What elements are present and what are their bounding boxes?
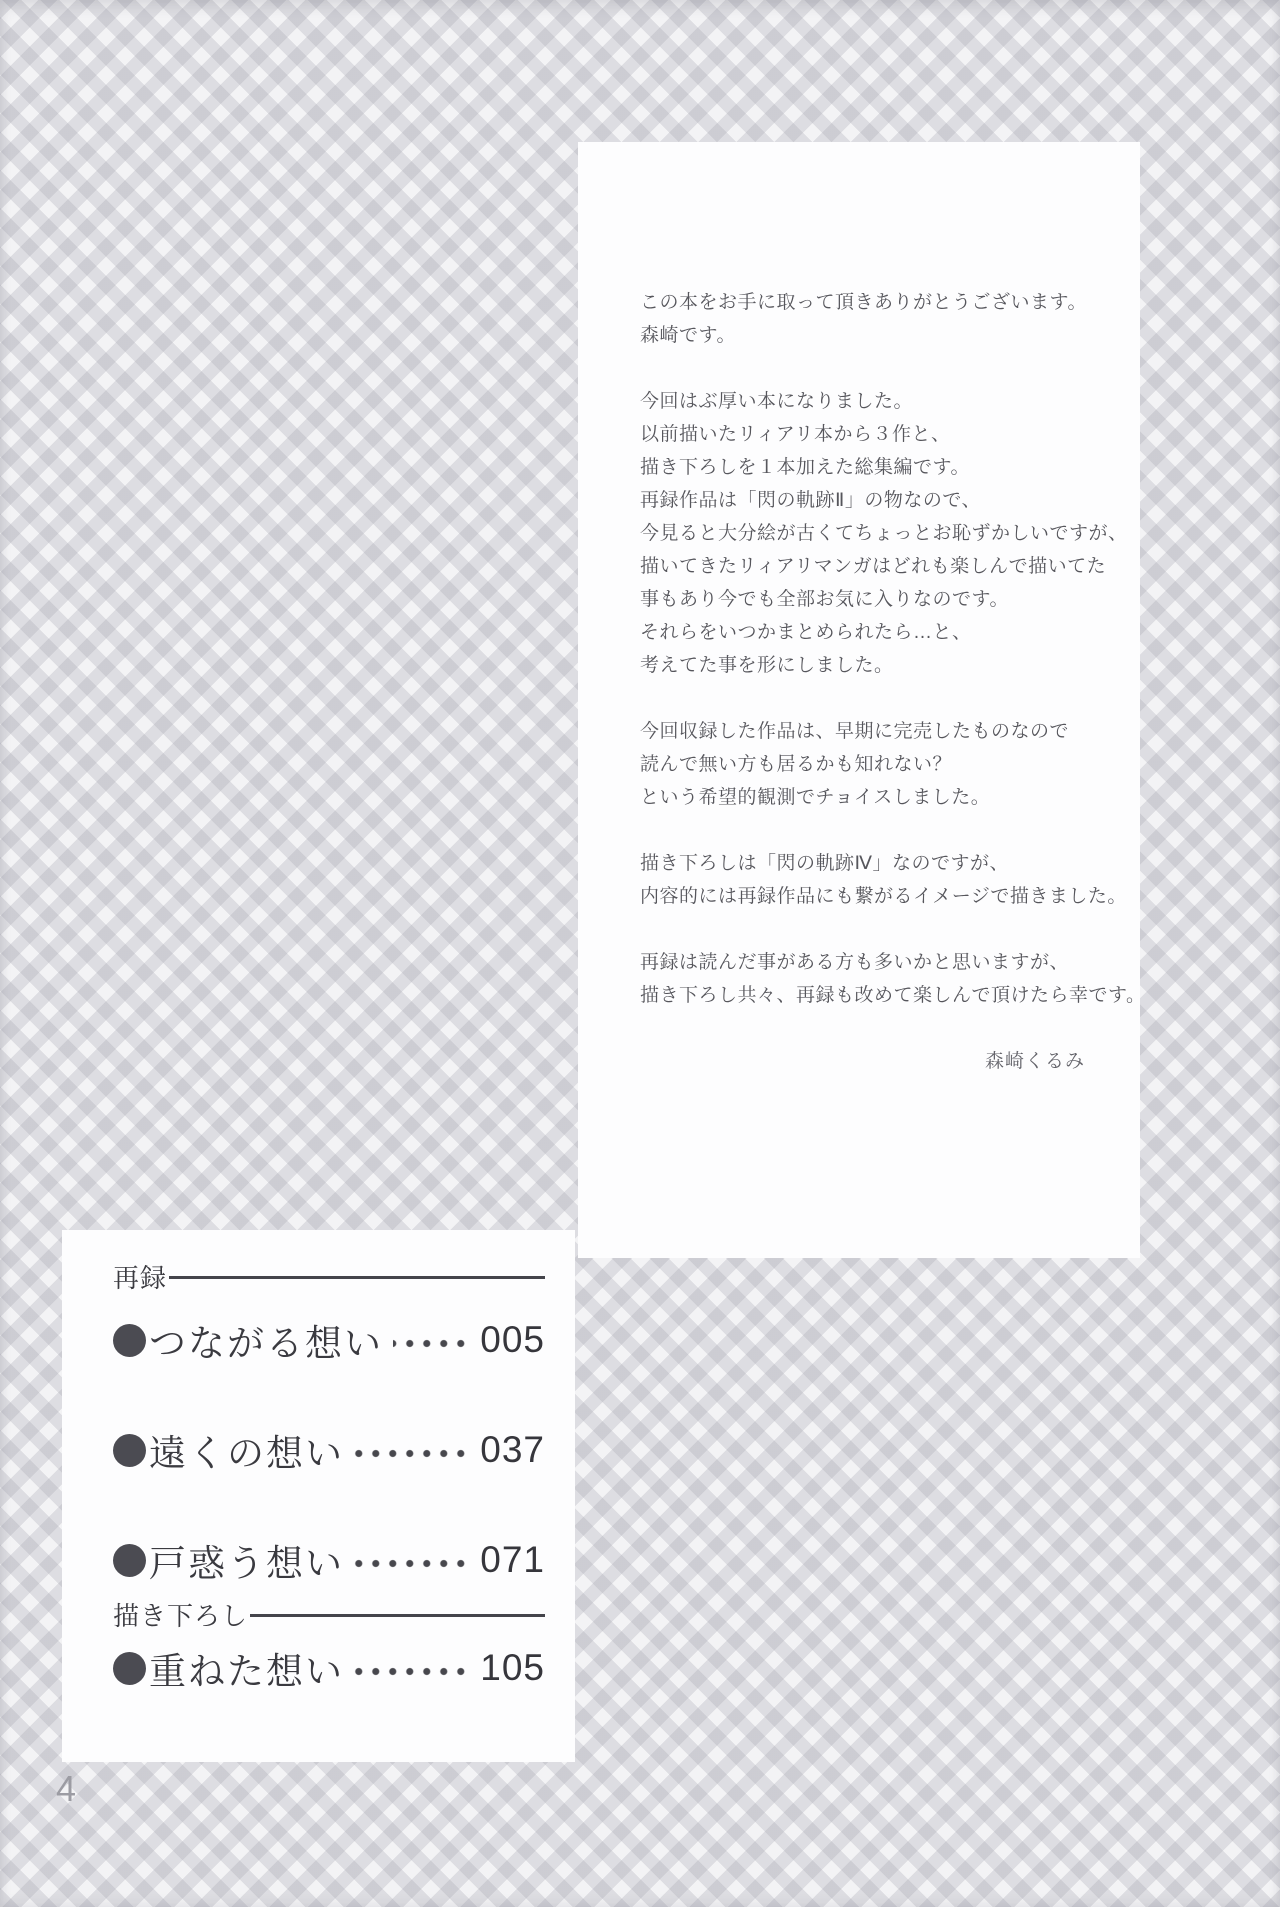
dot-leader [393, 1338, 472, 1349]
bullet-circle-icon [113, 1434, 146, 1467]
foreword-paragraph [640, 385, 1128, 682]
toc-entry-page: 037 [480, 1429, 545, 1470]
toc-section-header-label: 描き下ろし [113, 1600, 249, 1631]
toc-entry-title: 戸惑う想い [149, 1543, 344, 1584]
foreword-line: 今回はぶ厚い本になりました。 [640, 391, 914, 412]
bullet-circle-icon [113, 1544, 146, 1577]
foreword-line: 描いてきたリィアリマンガはどれも楽しんで描いてた [640, 556, 1107, 577]
toc-entry-title: つながる想い [149, 1323, 383, 1364]
toc-panel [62, 1230, 575, 1762]
foreword-line: 描き下ろし共々、再録も改めて楽しんで頂けたら幸です。 [640, 985, 1146, 1006]
toc-entry [113, 1317, 545, 1363]
foreword-paragraph [640, 286, 1085, 352]
toc-entry-title: 遠くの想い [149, 1433, 344, 1474]
foreword-line: 以前描いたリィアリ本から３作と、 [640, 424, 951, 445]
header-rule [169, 1276, 545, 1279]
bullet-circle-icon [113, 1652, 146, 1685]
toc-entry [113, 1537, 545, 1583]
dot-leader [354, 1558, 472, 1569]
toc-entry [113, 1427, 545, 1473]
foreword-line: 描き下ろしを１本加えた総集編です。 [640, 457, 970, 478]
foreword-line: この本をお手に取って頂きありがとうございます。 [640, 292, 1087, 313]
toc-section-header-label: 再録 [113, 1262, 168, 1293]
toc-section-header [113, 1262, 545, 1293]
foreword-line: 再録は読んだ事がある方も多いかと思いますが、 [640, 952, 1070, 973]
foreword-text-block [578, 142, 1146, 1258]
foreword-line: 今回収録した作品は、早期に完売したものなので [640, 721, 1070, 742]
foreword-line: 考えてた事を形にしました。 [640, 655, 894, 676]
toc-entry-page: 071 [480, 1539, 545, 1580]
foreword-paragraph [640, 715, 1085, 814]
foreword-line: それらをいつかまとめられたら…と、 [640, 622, 972, 643]
foreword-paragraph [640, 847, 1127, 913]
dot-leader [354, 1666, 472, 1677]
foreword-line: 今見ると大分絵が古くてちょっとお恥ずかしいですが、 [640, 523, 1128, 544]
toc-entry-title: 重ねた想い [149, 1651, 344, 1692]
toc-section-header [113, 1600, 545, 1631]
author-signature: 森崎くるみ [984, 1051, 1085, 1072]
foreword-line: という希望的観測でチョイスしました。 [640, 787, 991, 808]
foreword-line: 描き下ろしは「閃の軌跡Ⅳ」なのですが、 [640, 853, 1010, 874]
toc-entry-page: 105 [480, 1647, 545, 1688]
toc-block [62, 1230, 575, 1762]
dot-leader [354, 1448, 472, 1459]
foreword-line: 内容的には再録作品にも繋がるイメージで描きました。 [640, 886, 1127, 907]
toc-entry [113, 1645, 545, 1691]
foreword-paragraph [640, 946, 1146, 1012]
bullet-circle-icon [113, 1324, 146, 1357]
foreword-line: 読んで無い方も居るかも知れない？ [640, 754, 953, 775]
foreword-panel [578, 142, 1146, 1258]
foreword-line: 森崎です。 [640, 325, 736, 346]
foreword-line: 事もあり今でも全部お気に入りなのです。 [640, 589, 1009, 610]
page-number: 4 [56, 1768, 77, 1809]
foreword-line: 再録作品は「閃の軌跡Ⅱ」の物なので、 [640, 490, 981, 511]
toc-entry-page: 005 [480, 1319, 545, 1360]
header-rule [250, 1614, 545, 1617]
